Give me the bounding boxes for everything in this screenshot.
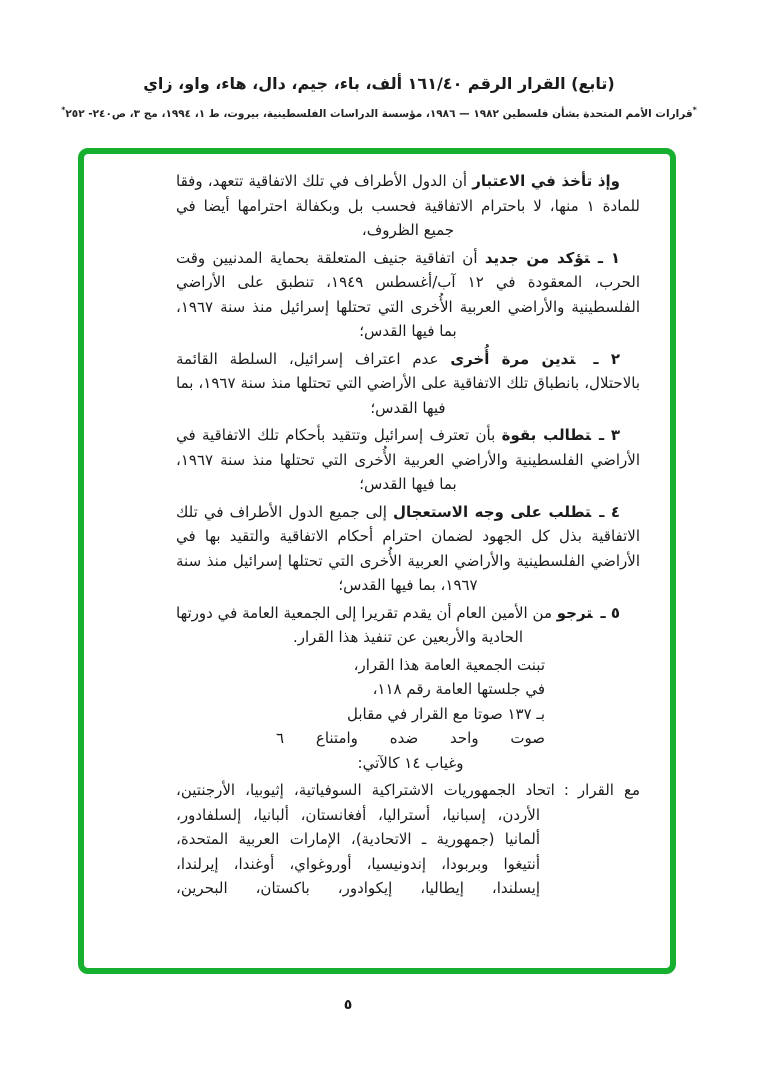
item-number: ٥ ـ <box>600 603 620 622</box>
operative-paragraph-3 <box>176 423 640 497</box>
resolution-text-frame <box>78 148 676 974</box>
operative-paragraph-2 <box>176 347 640 421</box>
operative-paragraph-5 <box>176 601 640 650</box>
source-citation <box>0 107 758 121</box>
item-lead: تطلب على وجه الاستعجال <box>392 502 592 521</box>
item-lead: تؤكد من جديد <box>484 248 590 267</box>
item-number: ٢ ـ <box>593 349 620 368</box>
item-text: إلى جميع الدول الأطراف في تلك الاتفاقية بذل كل الجهود لضمان احترام أحكام الاتفاقية والتقيد بها في الأراضي الفلسطينية والأراضي العربية الأُخرى التي تحتلها إسرائيل منذ سنة ١٩٦٧، بما فيها القدس؛ <box>176 502 640 594</box>
footnote-start-mark: * <box>692 105 697 115</box>
adoption-line: صوت واحد ضده وامتناع ٦ <box>276 729 545 747</box>
item-lead: تطالب بقوة <box>501 426 591 444</box>
operative-paragraph-1 <box>176 246 640 344</box>
item-text: أن اتفاقية جنيف المتعلقة بحماية المدنيين وقت الحرب، المعقودة في ١٢ آب/أغسطس ١٩٤٩، تنطبق على الأراضي الفلسطينية والأراضي العربية الأُخرى التي تحتلها إسرائيل منذ سنة ١٩٦٧، بما فيها القدس؛ <box>176 248 640 340</box>
item-text: بأن تعترف إسرائيل وتتقيد بأحكام تلك الاتفاقية في الأراضي الفلسطينية والأراضي العربية الأُخرى التي تحتلها منذ سنة ١٩٦٧، بما فيها القدس؛ <box>176 426 640 493</box>
item-lead: تدين مرة أُخرى <box>450 349 576 368</box>
item-number: ٤ ـ <box>599 502 620 521</box>
vote-countries: اتحاد الجمهوريات الاشتراكية السوفياتية، إثيوبيا، الأرجنتين، الأردن، إسبانيا، أستراليا، أفغانستان، ألبانيا، إلسلفادور، ألمانيا (جمهورية ـ الاتحادية)، الإمارات العربية المتحدة، أنتيغوا وبربودا، إندونيسيا، أوروغواي، أوغندا، إيرلندا، إيسلندا، إيطاليا، إيكوادور، باكستان، البحرين، <box>176 781 555 897</box>
adoption-line: بـ ١٣٧ صوتا مع القرار في مقابل <box>346 704 545 723</box>
page-number: ٥ <box>343 997 353 1013</box>
preamble-paragraph <box>176 169 640 243</box>
preamble-text: أن الدول الأطراف في تلك الاتفاقية تتعهد، وفقا للمادة ١ منها، لا باحترام الاتفاقية فحسب بل وبكفالة احترامها أيضا في جميع الظروف، <box>176 172 640 239</box>
source-citation-text: قرارات الأمم المتحدة بشأن فلسطين ١٩٨٢ — ١٩٨٦، مؤسسة الدراسات الفلسطينية، بيروت، ط ١، ١٩٩٤، مج ٣، ص٢٤٠- ٢٥٢ <box>65 108 693 120</box>
adoption-line: وغياب ١٤ كالآتي: <box>357 753 464 772</box>
vote-for-block <box>176 778 640 901</box>
operative-paragraph-4 <box>176 500 640 598</box>
item-text: عدم اعتراف إسرائيل، السلطة القائمة بالاحتلال، بانطباق تلك الاتفاقية على الأراضي التي تحتلها منذ سنة ١٩٦٧، بما فيها القدس؛ <box>176 349 640 417</box>
adoption-note <box>276 653 545 776</box>
item-lead: ترجو <box>556 603 593 622</box>
item-number: ٣ ـ <box>598 426 621 444</box>
vote-label: مع القرار <box>577 781 640 799</box>
page-header <box>0 74 758 121</box>
preamble-lead: وإذ تأخذ في الاعتبار <box>472 172 620 190</box>
colon-separator: : <box>563 781 569 799</box>
footnote-end-mark: * <box>61 105 66 115</box>
resolution-title: (تابع) القرار الرقم ١٦١/٤٠ ألف، باء، جيم، دال، هاء، واو، زاي <box>143 74 615 93</box>
item-text: من الأمين العام أن يقدم تقريرا إلى الجمعية العامة في دورتها الحادية والأربعين عن تنفيذ هذا القرار. <box>176 603 557 646</box>
item-number: ١ ـ <box>597 248 621 267</box>
adoption-line: تبنت الجمعية العامة هذا القرار، <box>353 655 545 674</box>
adoption-line: في جلستها العامة رقم ١١٨، <box>372 680 545 698</box>
